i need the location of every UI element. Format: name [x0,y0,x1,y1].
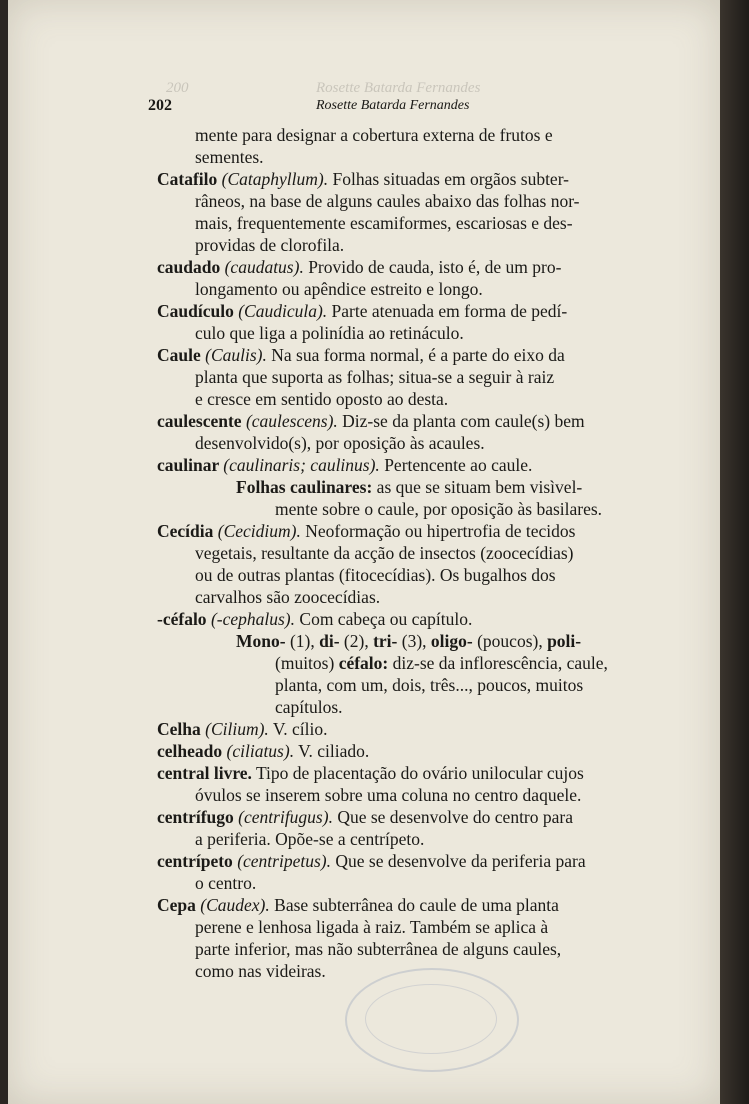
library-stamp [345,968,519,1072]
definition-text: (muitos) [275,653,339,673]
latin-name: (caudatus). [224,257,304,277]
entry-term: Cepa [157,895,201,915]
definition-text: capítulos. [275,697,343,717]
latin-name: (caulinaris; caulinus). [223,455,380,475]
definition-text: ou de outras plantas (fitocecídias). Os bugalhos dos [195,565,556,585]
text-line [195,322,464,344]
text-line [195,278,483,300]
text-line [157,256,561,278]
entry-term: Folhas caulinares: [236,477,373,497]
definition-text: Parte atenuada em forma de pedí- [327,301,568,321]
book-page [8,0,720,1104]
text-line [195,564,556,586]
text-line [157,608,472,630]
definition-text: Com cabeça ou capítulo. [295,609,473,629]
definition-text: longamento ou apêndice estreito e longo. [195,279,483,299]
definition-text: sementes. [195,147,264,167]
definition-text: Diz-se da planta com caule(s) bem [337,411,585,431]
text-line [275,652,608,674]
text-line [195,586,380,608]
definition-text: V. ciliado. [294,741,370,761]
entry-term: Cecídia [157,521,218,541]
entry-term: poli- [547,631,582,651]
entry-term: di- [319,631,340,651]
latin-name: (ciliatus). [226,741,295,761]
definition-text: (1), [285,631,320,651]
book-edge [720,0,749,1104]
text-line [236,476,582,498]
definition-text: Folhas situadas em orgãos subter- [328,169,569,189]
text-line [195,190,580,212]
text-line [157,850,586,872]
entry-term: Celha [157,719,206,739]
text-line [157,168,569,190]
entry-term: central livre. [157,763,252,783]
latin-name: (Caulis). [205,345,267,365]
definition-text: o centro. [195,873,257,893]
latin-name: (Cataphyllum). [221,169,329,189]
text-line [195,366,554,388]
definition-text: Na sua forma normal, é a parte do eixo da [266,345,565,365]
text-line [195,872,256,894]
definition-text: Neoformação ou hipertrofia de tecidos [300,521,576,541]
text-line [195,234,344,256]
entry-term: tri- [373,631,398,651]
definition-text: planta que suporta as folhas; situa-se a seguir à raiz [195,367,555,387]
entry-term: celheado [157,741,227,761]
text-line [195,938,561,960]
entry-term: caudado [157,257,225,277]
entry-term: céfalo: [338,653,389,673]
text-line [275,498,602,520]
text-line [157,454,532,476]
definition-text: Base subterrânea do caule de uma planta [269,895,559,915]
definition-text: V. cílio. [268,719,328,739]
entry-term: -céfalo [157,609,211,629]
text-line [236,630,581,652]
page-number: 202 [148,97,172,114]
definition-text: râneos, na base de alguns caules abaixo das folhas nor- [195,191,580,211]
latin-name: (Cilium). [205,719,269,739]
text-line [157,520,575,542]
definition-text: (3), [397,631,431,651]
text-line [195,124,553,146]
definition-text: providas de clorofila. [195,235,345,255]
entry-term: caulescente [157,411,246,431]
definition-text: Provido de cauda, isto é, de um pro- [303,257,562,277]
text-line [195,542,574,564]
definition-text: Que se desenvolve da periferia para [330,851,586,871]
definition-text: diz-se da inflorescência, caule, [388,653,608,673]
running-head: Rosette Batarda Fernandes [316,98,470,113]
latin-name: (caulescens). [245,411,338,431]
definition-text: Que se desenvolve do centro para [332,807,573,827]
text-line [275,674,583,696]
text-line [157,344,565,366]
latin-name: (Caudex). [200,895,270,915]
definition-text: culo que liga a polinídia ao retináculo. [195,323,464,343]
definition-text: planta, com um, dois, três..., poucos, muitos [275,675,584,695]
text-line [157,718,327,740]
text-line [195,916,548,938]
text-line [195,432,485,454]
definition-text: óvulos se inserem sobre uma coluna no centro daquele. [195,785,582,805]
text-line [195,388,448,410]
definition-text: (poucos), [472,631,548,651]
entry-term: Mono- [236,631,286,651]
definition-text: perene e lenhosa ligada à raiz. Também se aplica à [195,917,549,937]
text-line [195,960,326,982]
definition-text: parte inferior, mas não subterrânea de alguns caules, [195,939,562,959]
definition-text: desenvolvido(s), por oposição às acaules. [195,433,485,453]
definition-text: Pertencente ao caule. [379,455,533,475]
definition-text: mente para designar a cobertura externa de frutos e [195,125,553,145]
text-line [157,762,584,784]
definition-text: Tipo de placentação do ovário unilocular cujos [251,763,584,783]
text-line [157,300,567,322]
entry-term: centrífugo [157,807,239,827]
definition-text: mente sobre o caule, por oposição às basilares. [275,499,603,519]
text-line [195,212,573,234]
latin-name: (centrifugus). [238,807,333,827]
latin-name: (-cephalus). [210,609,296,629]
text-line [157,894,559,916]
latin-name: (centripetus). [237,851,331,871]
text-line [157,410,585,432]
text-line [195,784,581,806]
definition-text: como nas videiras. [195,961,326,981]
definition-text: carvalhos são zoocecídias. [195,587,381,607]
definition-text: a periferia. Opõe-se a centrípeto. [195,829,425,849]
text-line [195,146,264,168]
text-line [157,740,369,762]
entry-term: oligo- [430,631,473,651]
entry-term: Caudículo [157,301,239,321]
definition-text: vegetais, resultante da acção de insectos (zoocecídias) [195,543,574,563]
text-line [157,806,573,828]
entry-term: caulinar [157,455,224,475]
entry-term: Catafilo [157,169,222,189]
definition-text: e cresce em sentido oposto ao desta. [195,389,449,409]
entry-term: Caule [157,345,206,365]
latin-name: (Cecidium). [217,521,301,541]
definition-text: mais, frequentemente escamiformes, escariosas e des- [195,213,573,233]
text-line [195,828,424,850]
definition-text: as que se situam bem visìvel- [372,477,583,497]
page-header [8,97,720,117]
entry-term: centrípeto [157,851,238,871]
latin-name: (Caudicula). [238,301,328,321]
text-line [275,696,343,718]
definition-text: (2), [339,631,374,651]
show-through-text: 200 Rosette Batarda Fernandes [166,80,481,96]
